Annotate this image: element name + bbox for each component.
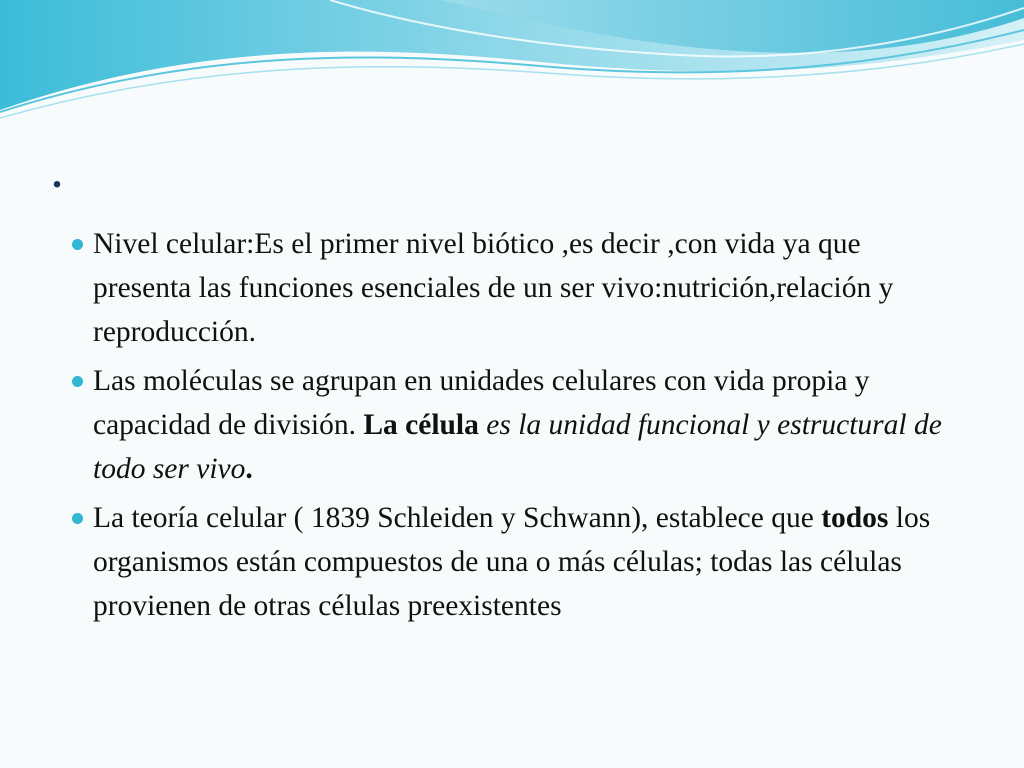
bullet-text: Las moléculas se agrupan en unidades celulares con vida propia y capacidad de división. bbox=[93, 365, 870, 441]
bullet-item-nivel-celular bbox=[64, 222, 964, 354]
bullet-text: Nivel celular:Es el primer nivel biótico ,es decir ,con vida ya que presenta las funciones esenciales de un ser vivo:nutrición,relación y reproducción. bbox=[93, 228, 894, 348]
bullet-dot-icon bbox=[72, 239, 83, 250]
bullet-text: La teoría celular ( 1839 Schleiden y Schwann), establece que bbox=[93, 502, 822, 534]
bullet-bold-text: La célula bbox=[363, 409, 479, 441]
wave-header-decoration bbox=[0, 0, 1024, 125]
bullet-bold-text: todos bbox=[821, 502, 889, 534]
bullet-text: los organismos están compuestos de una o más células; todas las células provienen de otras células preexistentes bbox=[93, 502, 931, 622]
bullet-item-teoria-celular bbox=[64, 496, 964, 628]
bullet-item-moleculas bbox=[64, 359, 964, 491]
bullet-bold-text: . bbox=[245, 453, 253, 485]
bullet-dot-icon bbox=[72, 513, 83, 524]
bullet-dot-icon bbox=[72, 376, 83, 387]
bullet-list bbox=[64, 222, 964, 628]
slide-title: . bbox=[52, 151, 62, 196]
bullet-italic-text: es la unidad funcional y estructural de todo ser vivo bbox=[93, 409, 942, 485]
